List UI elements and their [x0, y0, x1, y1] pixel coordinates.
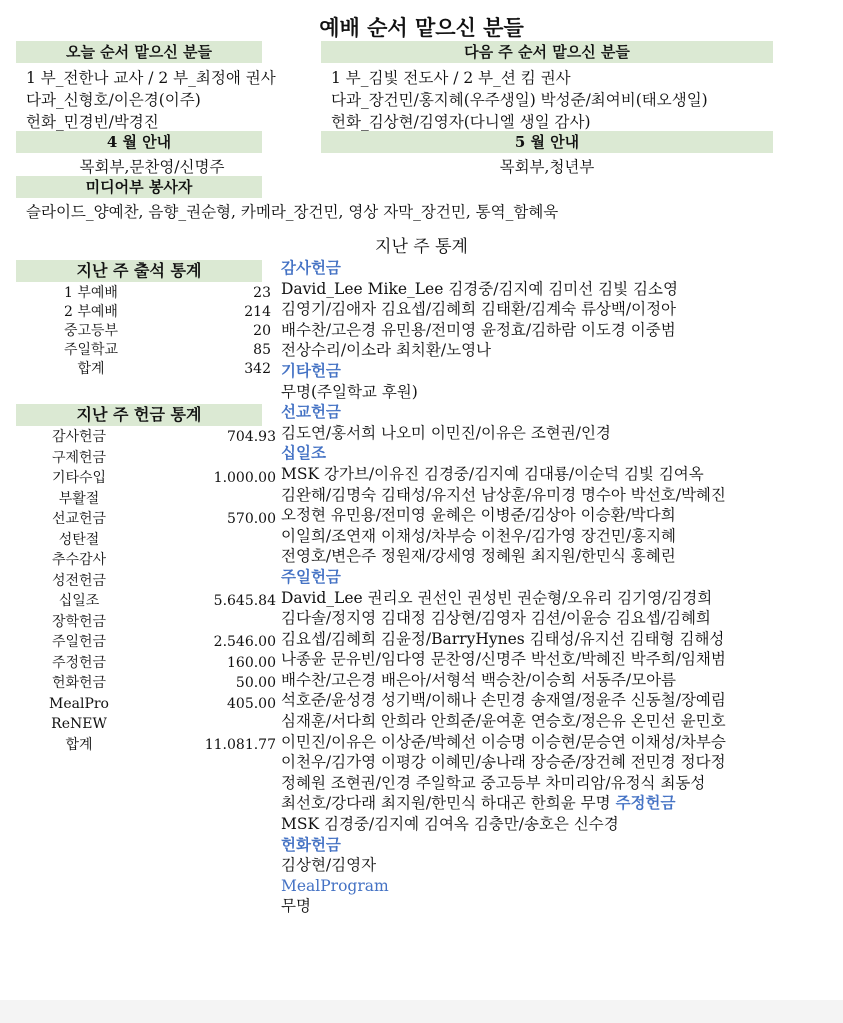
thanks-heading: 감사헌금 — [281, 258, 341, 277]
offering-header: 지난 주 헌금 통계 — [16, 404, 262, 426]
donor-line: 무명(주일학교 후원) — [281, 382, 418, 401]
donor-line: 김영기/김애자 김요셉/김혜희 김태환/김계숙 류상백/이정아 — [281, 300, 677, 319]
april-text: 목회부,문찬영/신명주 — [79, 158, 225, 176]
next-week-header: 다음 주 순서 맡으신 분들 — [321, 41, 773, 63]
april-header: 4 월 안내 — [16, 131, 262, 153]
media-text: 슬라이드_양예찬, 음향_권순형, 카메라_장건민, 영상 자막_장건민, 통역_함혜욱 — [26, 203, 559, 221]
donor-line: 배수찬/고은경 배은아/서형석 백승찬/이승희 서동주/모아름 — [281, 670, 677, 689]
attendance-row: 1 부예배 23 — [64, 285, 271, 301]
attendance-row: 2 부예배 214 — [64, 304, 271, 320]
offering-row: 부활절 — [58, 490, 100, 507]
donor-line: 이민진/이유은 이상준/박혜선 이승명 이승현/문승연 이채성/차부승 — [281, 732, 726, 751]
today-line-2: 다과_신형호/이은경(이주) — [26, 91, 201, 109]
page-title: 예배 순서 맡으신 분들 — [319, 15, 524, 40]
donor-line: 전영호/변은주 정원재/강세영 정혜원 최지원/한민식 홍혜린 — [281, 547, 676, 566]
today-line-3: 헌화_민경빈/박경진 — [26, 113, 159, 131]
may-text: 목회부,청년부 — [499, 158, 595, 176]
donor-line: 김완해/김명숙 김태성/유지선 남상훈/유미경 명수아 박선호/박혜진 — [281, 485, 726, 504]
next-week-line-3: 헌화_김상현/김영자(다니엘 생일 감사) — [331, 113, 591, 131]
donor-line: MSK 강가브/이유진 김경중/김지예 김대룡/이순덕 김빛 김여옥 — [281, 464, 704, 483]
special-heading: 주정헌금 — [615, 793, 676, 813]
offering-row: 기타수입 1.000.00 — [51, 470, 276, 486]
offering-row: 주일헌금 2.546.00 — [51, 634, 276, 650]
donor-line: David_Lee 권리오 권선인 권성빈 권순형/오유리 김기영/김경희 — [281, 588, 713, 607]
offering-row: 장학헌금 — [51, 613, 107, 630]
next-week-line-2: 다과_장건민/홍지혜(우주생일) 박성준/최여비(태오생일) — [331, 91, 708, 109]
stats-title: 지난 주 통계 — [375, 237, 468, 257]
attendance-row: 중고등부 20 — [63, 323, 271, 339]
offering-row: ReNEW — [51, 716, 107, 732]
donor-line: 나종윤 문유빈/임다영 문찬영/신명주 박선호/박혜진 박주희/임채범 — [281, 650, 726, 669]
today-header: 오늘 순서 맡으신 분들 — [16, 41, 262, 63]
donor-line: 김도연/홍서희 나오미 이민진/이유은 조현권/인경 — [281, 423, 611, 442]
donor-list — [281, 258, 841, 917]
attendance-total-row: 합계 342 — [77, 361, 271, 377]
donor-line: 심재훈/서다희 안희라 안희준/윤여훈 연승호/정은유 온민선 윤민호 — [281, 712, 726, 731]
offering-total-row: 합계 11.081.77 — [65, 736, 276, 753]
donor-line: 오정현 유민용/전미영 윤혜은 이병준/김상아 이승환/박다희 — [281, 506, 676, 525]
donor-line: MSK 김경중/김지예 김여옥 김충만/송호은 신수경 — [281, 815, 619, 834]
donor-line-with-heading: 최선호/강다래 최지원/한민식 하대곤 한희윤 무명 주정헌금 — [281, 793, 676, 813]
donor-line: 정혜원 조현권/인경 주일학교 중고등부 차미리암/유정식 최동성 — [281, 773, 706, 792]
donor-line: 무명 — [281, 897, 311, 916]
attendance-header: 지난 주 출석 통계 — [16, 260, 262, 282]
sunday-heading: 주일헌금 — [281, 566, 341, 586]
offering-row: 십일조 5.645.84 — [58, 593, 276, 609]
donor-line: 전상수리/이소라 최치환/노영나 — [281, 341, 492, 360]
media-header: 미디어부 봉사자 — [16, 176, 262, 198]
donor-line: 배수찬/고은경 유민용/전미영 윤정효/김하람 이도경 이중범 — [281, 320, 676, 339]
donor-line: 김요셉/김혜희 김윤정/BarryHynes 김태성/유지선 김태형 김해성 — [281, 629, 725, 648]
offering-row: 헌화헌금 50.00 — [51, 675, 276, 691]
other-heading: 기타헌금 — [281, 360, 341, 380]
meal-heading: MealProgram — [281, 876, 389, 895]
donor-line: David_Lee Mike_Lee 김경중/김지예 김미선 김빛 김소영 — [281, 279, 678, 298]
offering-row: 추수감사 — [51, 552, 107, 568]
donor-line: 김다솔/정지영 김대정 김상현/김영자 김션/이윤승 김요셉/김혜희 — [281, 609, 711, 628]
may-header: 5 월 안내 — [321, 131, 773, 153]
donor-line: 이천우/김가영 이평강 이혜민/송나래 장승준/장건혜 전민경 정다정 — [281, 753, 726, 772]
today-line-1: 1 부_전한나 교사 / 2 부_최정애 권사 — [26, 69, 276, 87]
attendance-table — [16, 284, 271, 379]
next-week-line-1: 1 부_김빛 전도사 / 2 부_션 킴 권사 — [331, 69, 571, 87]
attendance-row: 주일학교 85 — [63, 342, 271, 358]
donor-line: 석호준/윤성경 성기백/이해나 손민경 송재열/정윤주 신동철/장예림 — [281, 691, 726, 710]
offering-row: MealPro 405.00 — [49, 695, 276, 712]
flower-heading: 헌화헌금 — [281, 834, 341, 854]
donor-line: 김상현/김영자 — [281, 856, 377, 875]
page-footer-band — [0, 1000, 843, 1023]
donor-line: 이일희/조연재 이채성/차부승 이천우/김가영 장건민/홍지혜 — [281, 526, 677, 545]
offering-row: 선교헌금 570.00 — [51, 511, 276, 527]
tithe-heading: 십일조 — [281, 443, 326, 463]
offering-row: 주정헌금 160.00 — [51, 654, 276, 671]
mission-heading: 선교헌금 — [281, 402, 341, 422]
offering-row: 감사헌금 704.93 — [51, 429, 276, 445]
offering-row: 성탄절 — [58, 531, 100, 548]
offering-row: 구제헌금 — [51, 449, 107, 466]
offering-table — [16, 427, 276, 755]
offering-row: 성전헌금 — [51, 572, 107, 589]
